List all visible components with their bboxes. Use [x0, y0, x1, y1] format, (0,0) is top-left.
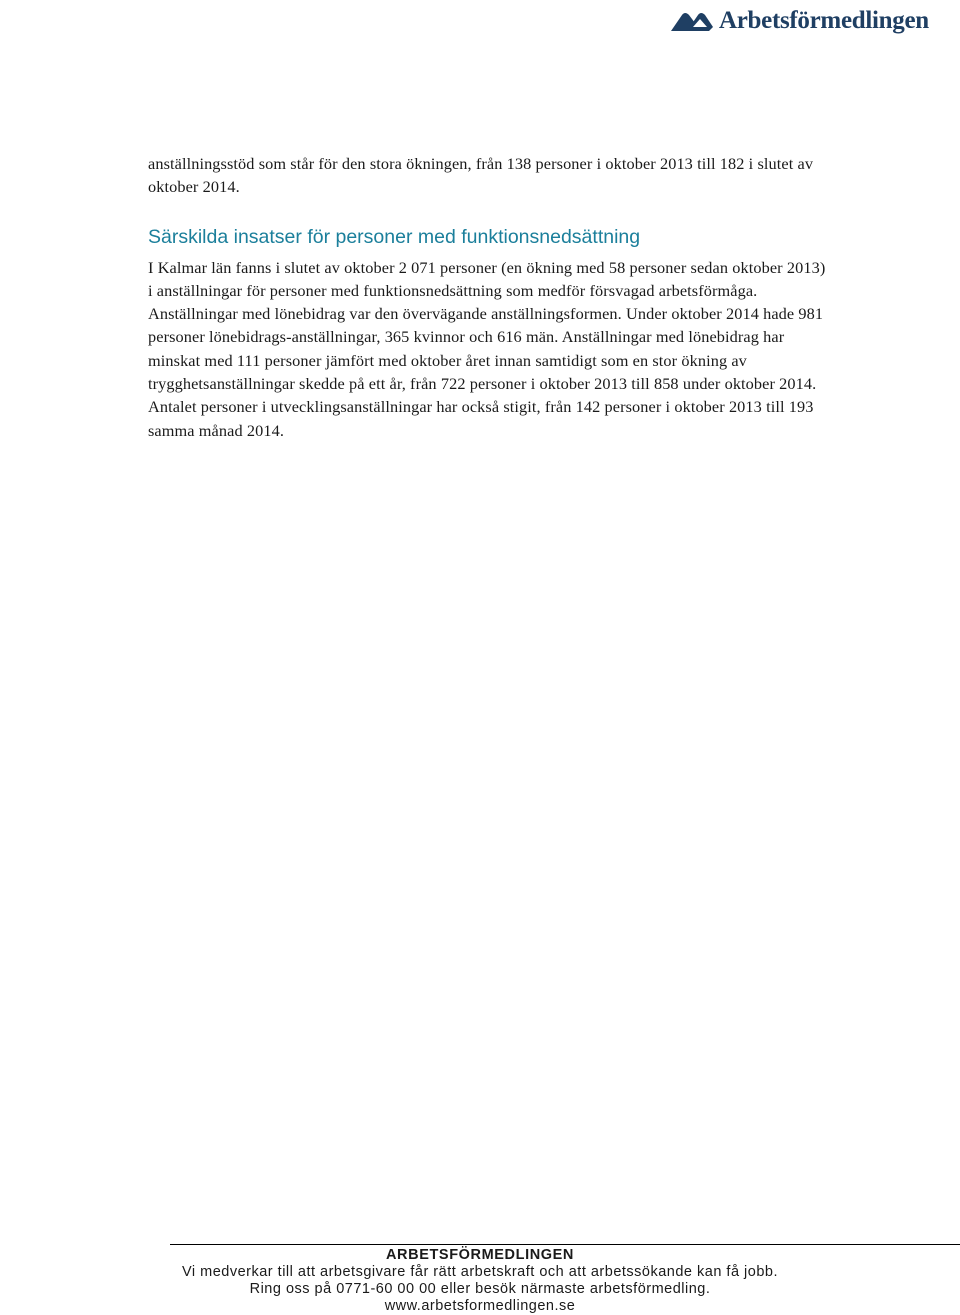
footer-website-link[interactable]: www.arbetsformedlingen.se	[384, 1298, 576, 1314]
arbetsformedlingen-logo	[669, 4, 949, 38]
footer-divider	[170, 1244, 960, 1245]
section-heading: Särskilda insatser för personer med funktionsnedsättning	[148, 225, 641, 248]
logo-wordmark: Arbetsförmedlingen	[719, 7, 929, 34]
footer-contact: Ring oss på 0771-60 00 00 eller besök närmaste arbetsförmedling.	[249, 1281, 711, 1297]
logo-arrow-icon	[669, 7, 715, 35]
intro-paragraph: anställningsstöd som står för den stora ökningen, från 138 personer i oktober 2013 till 182 i slutet av oktober 2014.	[148, 154, 814, 197]
footer-tagline: Vi medverkar till att arbetsgivare får rätt arbetskraft och att arbetssökande kan få jobb.	[181, 1264, 778, 1280]
section-paragraph: I Kalmar län fanns i slutet av oktober 2 071 personer (en ökning med 58 personer sedan oktober 2013) i anställningar för personer med funktionsnedsättning som medför försvagad arbetsförmåga. Anställningar med lönebidrag var den övervägande anställningsformen. Under oktober 2014 hade 981 personer lönebidrags-anställningar, 365 kvinnor och 616 män. Anställningar med lönebidrag har minskat med 111 personer jämfört med oktober året innan samtidigt som en stor ökning av trygghetsanställningar skedde på ett år, från 722 personer i oktober 2013 till 858 under oktober 2014. Antalet personer i utvecklingsanställningar har också stigit, från 142 personer i oktober 2013 till 193 samma månad 2014.	[148, 257, 826, 440]
footer-organization: ARBETSFÖRMEDLINGEN	[385, 1247, 575, 1263]
document-body	[148, 152, 828, 442]
page-footer	[0, 1244, 960, 1315]
